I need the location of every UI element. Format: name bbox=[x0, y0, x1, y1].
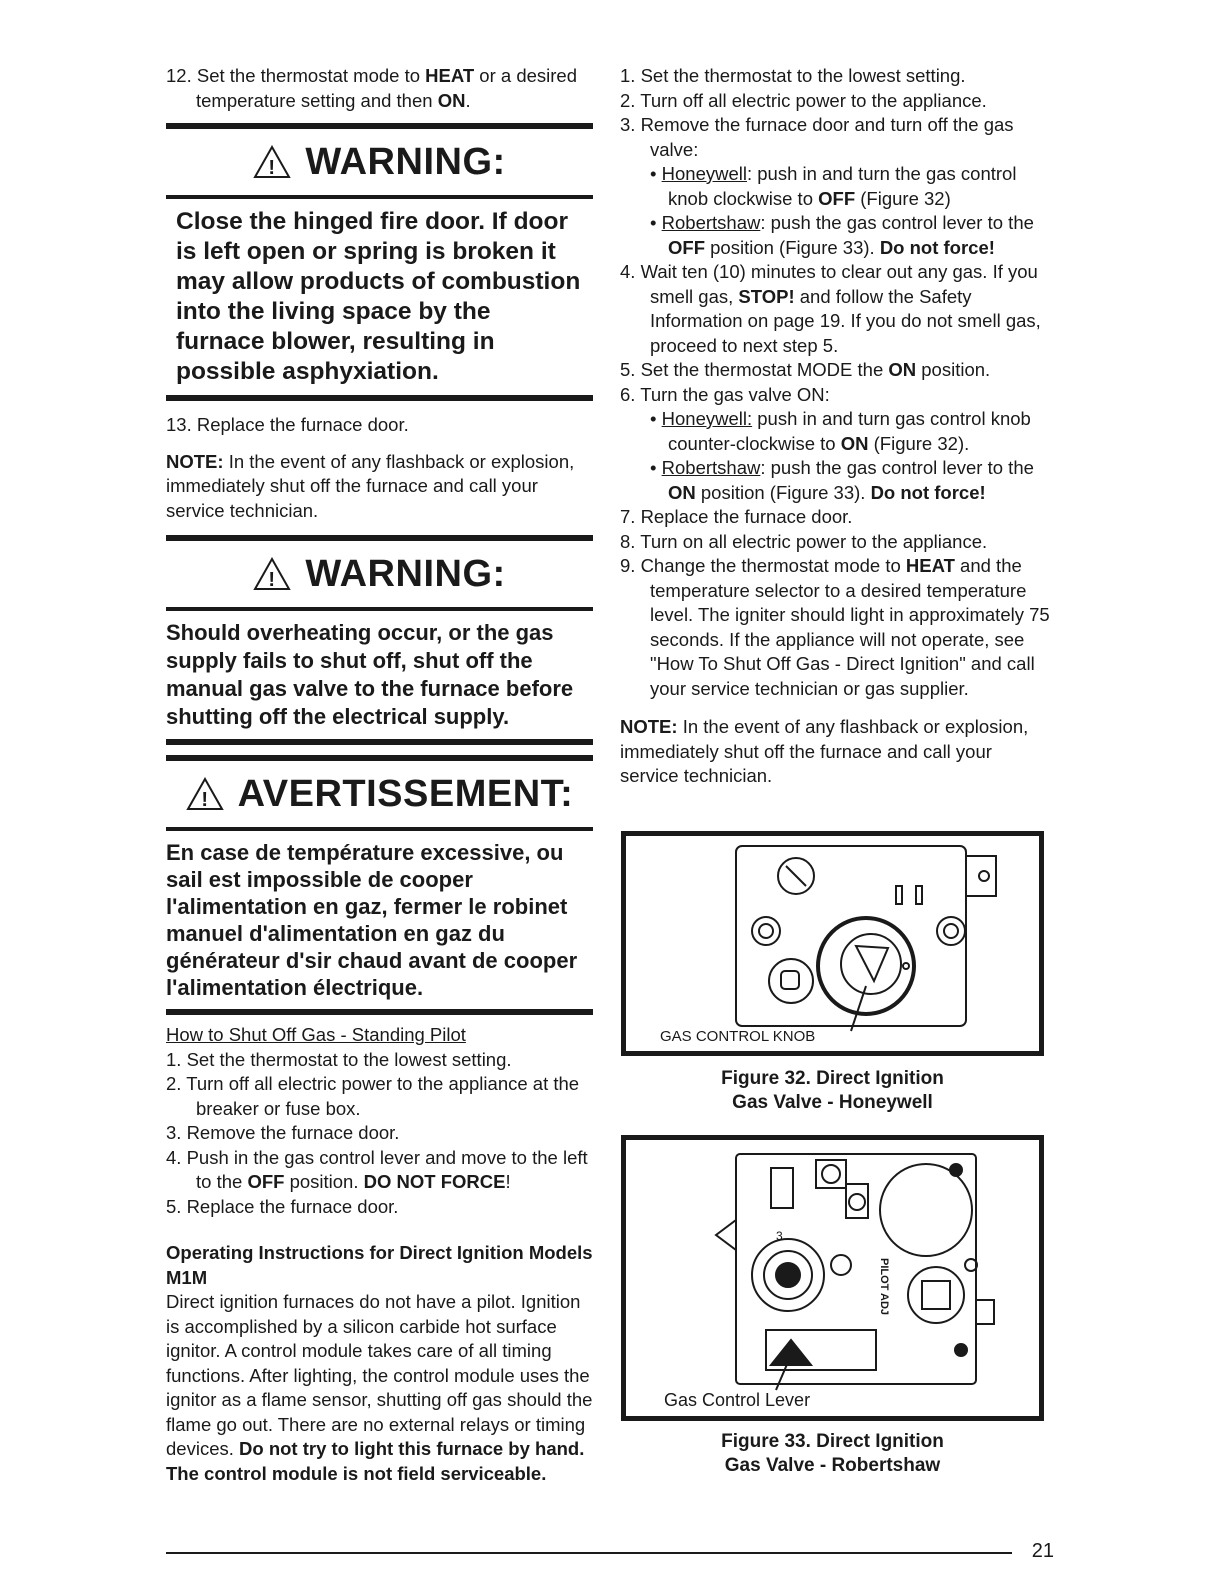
operating-bold: Do not try to light this furnace by hand. The control module is not field serviceable. bbox=[166, 1438, 585, 1484]
warning3-body: En case de température excessive, ou sail est impossible de cooper l'alimentation en gaz, fermer le robinet manuel d'alimentation en gaz du générateur d'sir chaud avant de cooper l'alimentation électrique. bbox=[166, 840, 578, 1000]
bold-do-not-force: DO NOT FORCE bbox=[363, 1171, 506, 1192]
note-1 bbox=[166, 450, 593, 524]
direct-step-5 bbox=[620, 358, 1050, 383]
operating-body: Direct ignition furnaces do not have a pilot. Ignition is accomplished by a silicon carbide hot surface ignitor. A control module takes care of all timing functions. After lighting, the control module uses the ignitor as a flame sensor, shutting off gas should the flame go out. There are no external relays or timing devices. bbox=[166, 1291, 593, 1459]
step-text: 4. Wait ten (10) minutes to clear out any gas. If you smell gas, bbox=[620, 261, 1038, 307]
brand-robertshaw: Robertshaw bbox=[661, 457, 761, 478]
figure-33-caption-line1: Figure 33. Direct Ignition bbox=[721, 1431, 944, 1452]
warning3-heading bbox=[166, 761, 593, 827]
bold-do-not-force: Do not force! bbox=[879, 236, 995, 258]
gas-control-knob-label: GAS CONTROL KNOB bbox=[660, 1028, 816, 1045]
gas-control-lever-label: Gas Control Lever bbox=[664, 1390, 811, 1410]
figure-32-caption-line2: Gas Valve - Honeywell bbox=[732, 1092, 933, 1113]
figure-33-caption bbox=[621, 1430, 1044, 1478]
brand-robertshaw: Robertshaw bbox=[661, 212, 761, 233]
warning2-mid-rule bbox=[166, 607, 593, 611]
brand-honeywell: Honeywell bbox=[661, 163, 747, 184]
warning2-title: WARNING: bbox=[305, 552, 506, 595]
step-text-2: position. bbox=[916, 359, 991, 380]
honeywell-valve-illustration bbox=[626, 836, 1039, 1051]
pilot-adj-label: PILOT ADJ bbox=[878, 1258, 890, 1316]
warning-triangle-icon bbox=[253, 557, 291, 591]
svg-text:!: ! bbox=[268, 569, 276, 591]
warning1-title: WARNING: bbox=[305, 140, 506, 183]
figure-33-small-label: 3 bbox=[776, 1229, 783, 1243]
note-label: NOTE: bbox=[620, 716, 678, 737]
bold-off: OFF bbox=[818, 187, 856, 209]
step-text-2: position. bbox=[284, 1171, 364, 1192]
bold-on: ON bbox=[888, 359, 917, 380]
footer-rule bbox=[166, 1552, 1012, 1554]
direct-step-1: 1. Set the thermostat to the lowest setting. bbox=[620, 65, 966, 86]
warning3-mid-rule bbox=[166, 827, 593, 831]
direct-step-3b: • Robertshaw: push the gas control lever to the OFF position (Figure 33). Do not force! bbox=[650, 212, 1034, 258]
step-text-3: . bbox=[465, 89, 471, 111]
standing-step-3: 3. Remove the furnace door. bbox=[166, 1122, 400, 1143]
step-text: : push the gas control lever to the bbox=[760, 212, 1034, 233]
warning3-bottom-rule bbox=[166, 1009, 593, 1015]
direct-step-7: 7. Replace the furnace door. bbox=[620, 506, 853, 527]
step-13: 13. Replace the furnace door. bbox=[166, 414, 409, 435]
warning1-body: Close the hinged fire door. If door is left open or spring is broken it may allow products of combustion into the living space by the furnace blower, resulting in possible asphyxiation. bbox=[176, 208, 581, 385]
step-text: 4. Push in the gas control lever and move to the left to the bbox=[166, 1146, 588, 1192]
direct-step-6b: • Robertshaw: push the gas control lever to the ON position (Figure 33). Do not force! bbox=[650, 457, 1034, 503]
step-text: : push the gas control lever to the bbox=[760, 457, 1034, 478]
note-text: In the event of any flashback or explosion, immediately shut off the furnace and call your service technician. bbox=[166, 450, 575, 521]
step-text: push in and turn gas control knob counter-clockwise to bbox=[668, 408, 1031, 454]
left-column bbox=[166, 64, 593, 1486]
operating-heading: Operating Instructions for Direct Ignition Models M1M bbox=[166, 1242, 593, 1288]
direct-step-4 bbox=[620, 260, 1050, 358]
step-text-2: (Figure 32) bbox=[855, 187, 951, 209]
warning2-heading bbox=[166, 541, 593, 607]
figure-33-box bbox=[621, 1135, 1044, 1421]
bold-stop: STOP! bbox=[738, 285, 795, 307]
bold-heat: HEAT bbox=[425, 65, 475, 86]
direct-step-2: 2. Turn off all electric power to the appliance. bbox=[620, 89, 987, 111]
page-number: 21 bbox=[1031, 1540, 1054, 1562]
svg-text:!: ! bbox=[201, 789, 209, 811]
step-text-2: position (Figure 33). bbox=[695, 481, 871, 503]
figure-32-caption-line1: Figure 32. Direct Ignition bbox=[721, 1068, 944, 1089]
step-text-3: ! bbox=[505, 1171, 511, 1192]
step-text-2: and the temperature selector to a desired temperature level. The igniter should light in approximately 75 seconds. If the appliance will not operate, see "How To Shut Off Gas - Direct Ignition" and call your service technician or gas supplier. bbox=[650, 555, 1050, 699]
bold-on: ON bbox=[668, 481, 696, 503]
right-column bbox=[620, 64, 1050, 789]
brand-honeywell: Honeywell: bbox=[661, 408, 753, 429]
figure-32-caption bbox=[621, 1067, 1044, 1115]
standing-pilot-heading: How to Shut Off Gas - Standing Pilot bbox=[166, 1024, 466, 1045]
robertshaw-valve-illustration bbox=[626, 1140, 1039, 1416]
operating-text bbox=[166, 1290, 593, 1486]
bold-heat: HEAT bbox=[905, 555, 955, 576]
step-text-2: and follow the Safety Information on page 19. If you do not smell gas, proceed to next step 5. bbox=[650, 285, 1041, 356]
note-2 bbox=[620, 715, 1050, 789]
direct-step-3: 3. Remove the furnace door and turn off the gas valve: bbox=[620, 114, 1014, 160]
standing-step-5: 5. Replace the furnace door. bbox=[166, 1195, 399, 1217]
bold-on: ON bbox=[840, 432, 869, 454]
bold-off: OFF bbox=[247, 1171, 285, 1192]
bold-off: OFF bbox=[668, 236, 705, 258]
step-text: 9. Change the thermostat mode to bbox=[620, 555, 906, 576]
step-text-2: or a desired temperature setting and then bbox=[196, 65, 577, 111]
direct-step-3a: • Honeywell: push in and turn the gas control knob clockwise to OFF (Figure 32) bbox=[650, 163, 1017, 209]
step-text: 5. Set the thermostat MODE the bbox=[620, 359, 889, 380]
step-text-2: position (Figure 33). bbox=[705, 236, 880, 258]
standing-step-4 bbox=[166, 1146, 593, 1195]
step-12 bbox=[166, 64, 593, 113]
step-text: : push in and turn the gas control knob clockwise to bbox=[668, 163, 1017, 209]
warning3-title: AVERTISSEMENT: bbox=[237, 772, 574, 815]
svg-text:!: ! bbox=[268, 157, 276, 179]
warning-triangle-icon bbox=[186, 777, 224, 811]
figure-32-box bbox=[621, 831, 1044, 1056]
warning-triangle-icon bbox=[253, 145, 291, 179]
warning1-bottom-rule bbox=[166, 395, 593, 401]
standing-step-1: 1. Set the thermostat to the lowest setting. bbox=[166, 1048, 512, 1070]
note-text: In the event of any flashback or explosion, immediately shut off the furnace and call your service technician. bbox=[620, 716, 1029, 786]
direct-step-6: 6. Turn the gas valve ON: bbox=[620, 383, 830, 405]
direct-step-8: 8. Turn on all electric power to the appliance. bbox=[620, 530, 988, 552]
step-number: 12. bbox=[166, 65, 192, 86]
warning1-mid-rule bbox=[166, 195, 593, 199]
warning1-heading bbox=[166, 129, 593, 195]
bold-on: ON bbox=[437, 89, 466, 111]
figure-33-caption-line2: Gas Valve - Robertshaw bbox=[724, 1455, 941, 1476]
step-text-2: (Figure 32). bbox=[868, 432, 970, 454]
standing-step-2: 2. Turn off all electric power to the appliance at the breaker or fuse box. bbox=[166, 1073, 580, 1119]
warning2-body: Should overheating occur, or the gas supply fails to shut off, shut off the manual gas valve to the furnace before shutting off the electrical supply. bbox=[166, 620, 574, 729]
direct-step-6a: • Honeywell: push in and turn gas control knob counter-clockwise to ON (Figure 32). bbox=[650, 408, 1031, 454]
step-text: Set the thermostat mode to bbox=[196, 65, 426, 86]
bold-do-not-force: Do not force! bbox=[870, 481, 986, 503]
note-label: NOTE: bbox=[166, 450, 224, 472]
direct-step-9 bbox=[620, 554, 1050, 701]
